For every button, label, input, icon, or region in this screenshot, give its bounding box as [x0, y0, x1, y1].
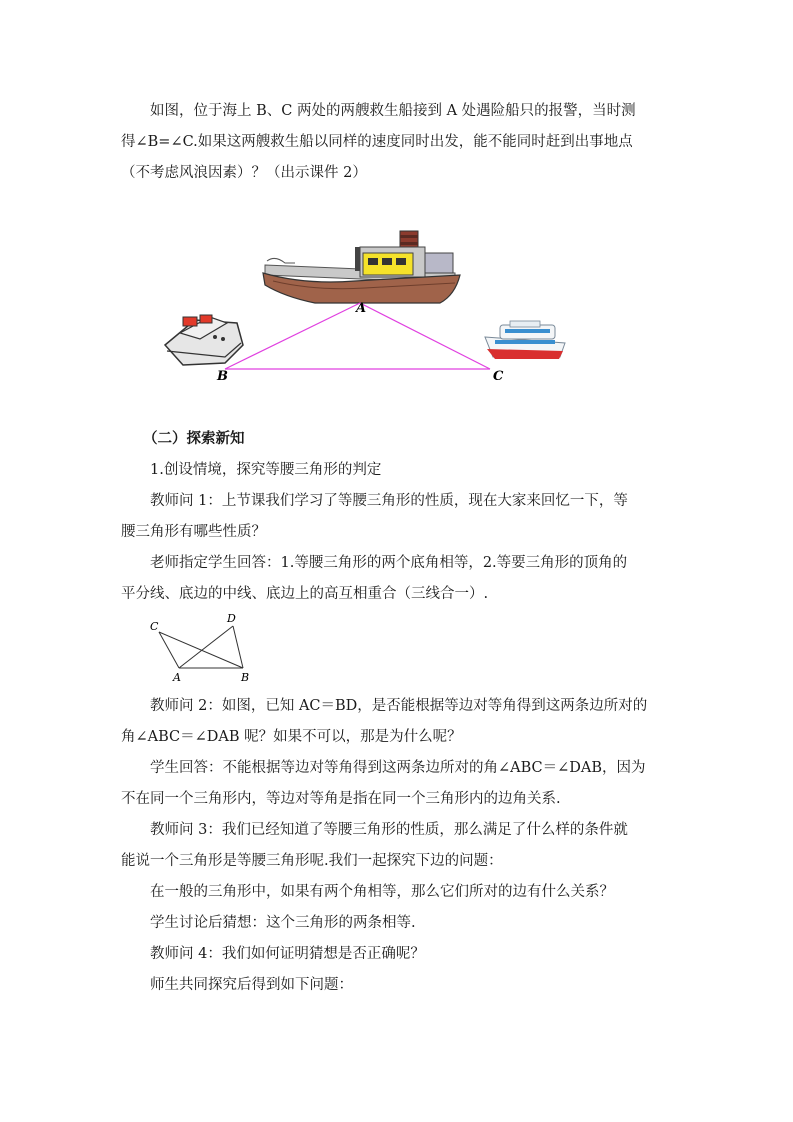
ship-rescue-figure — [155, 225, 575, 390]
question-3-line-2: 能说一个三角形是等腰三角形呢.我们一起探究下边的问题： — [121, 853, 503, 869]
question-3-line-1: 教师问 3：我们已经知道了等腰三角形的性质，那么满足了什么样的条件就 — [150, 822, 628, 838]
intro-line-1: 如图，位于海上 B、C 两处的两艘救生船接到 A 处遇险船只的报警，当时测 — [150, 103, 636, 119]
section-heading: （二）探索新知 — [143, 430, 245, 447]
intro-line-3: （不考虑风浪因素）？（出示课件 2） — [121, 165, 367, 181]
answer-1-line-2: 平分线、底边的中线、底边上的高互相重合（三线合一）. — [121, 586, 489, 602]
label-point-b: B — [217, 369, 228, 384]
question-1-line-2: 腰三角形有哪些性质？ — [121, 524, 266, 540]
small-label-b: B — [241, 671, 250, 684]
rescue-ship-c-illustration — [485, 321, 565, 359]
question-2-line-1: 教师问 2：如图，已知 AC＝BD，是否能根据等边对等角得到这两条边所对的 — [150, 698, 648, 714]
label-point-c: C — [493, 369, 504, 384]
crossed-triangles-figure — [145, 610, 265, 685]
distressed-ship-illustration — [263, 231, 460, 303]
question-4: 教师问 4：我们如何证明猜想是否正确呢？ — [150, 946, 425, 962]
general-triangle-question: 在一般的三角形中，如果有两个角相等，那么它们所对的边有什么关系？ — [150, 884, 614, 900]
intro-line-2: 得∠B=∠C.如果这两艘救生船以同样的速度同时出发，能不能同时赶到出事地点 — [121, 134, 633, 150]
question-2-line-2: 角∠ABC＝∠DAB 呢？如果不可以，那是为什么呢？ — [121, 729, 462, 745]
item-1-heading: 1.创设情境，探究等腰三角形的判定 — [150, 462, 382, 478]
label-point-a: A — [356, 301, 367, 316]
answer-2-line-2: 不在同一个三角形内，等边对等角是指在同一个三角形内的边角关系. — [121, 791, 561, 807]
small-label-c: C — [150, 620, 159, 633]
answer-2-line-1: 学生回答：不能根据等边对等角得到这两条边所对的角∠ABC＝∠DAB，因为 — [150, 760, 646, 776]
student-conjecture: 学生讨论后猜想：这个三角形的两条相等. — [150, 915, 416, 931]
small-label-a: A — [173, 671, 181, 684]
rescue-boat-b-illustration — [165, 315, 243, 365]
question-1-line-1: 教师问 1：上节课我们学习了等腰三角形的性质，现在大家来回忆一下，等 — [150, 493, 628, 509]
joint-exploration: 师生共同探究后得到如下问题： — [150, 977, 353, 993]
small-label-d: D — [227, 612, 236, 625]
answer-1-line-1: 老师指定学生回答：1.等腰三角形的两个底角相等，2.等要三角形的顶角的 — [150, 555, 628, 571]
